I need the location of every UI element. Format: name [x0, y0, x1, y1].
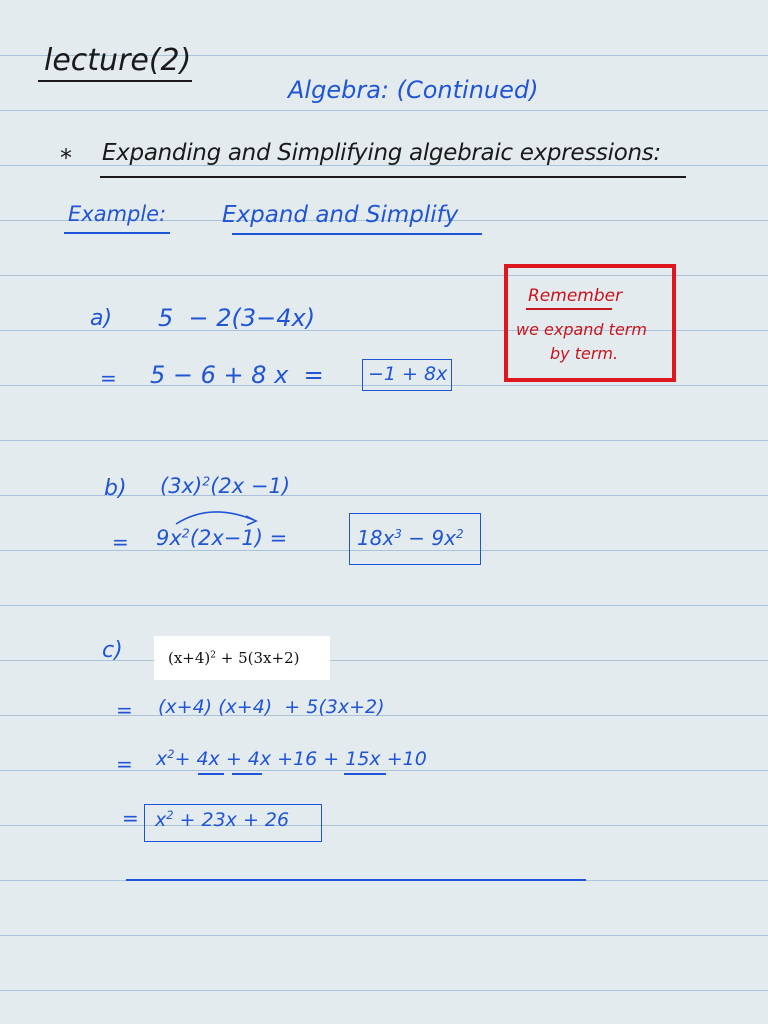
problem-b-answer-box	[349, 513, 481, 565]
problem-c-answer: $x^2 + 23x + 26$	[155, 808, 290, 831]
problem-a-step-prefix: =	[100, 366, 117, 390]
problem-c-step3-prefix: =	[122, 806, 139, 830]
problem-a-answer: −1 + 8x	[368, 363, 448, 385]
problem-c-printed-expression: $(x+4)^2 + 5(3x+2)$	[154, 636, 330, 680]
example-instruction-underline	[232, 233, 482, 235]
term-4x-underline-2	[232, 773, 262, 775]
problem-a-expression: 5 − 2(3−4x)	[158, 304, 316, 332]
section-end-line	[126, 879, 586, 881]
problem-c-step1: (x+4) (x+4) + 5(3x+2)	[158, 696, 385, 718]
problem-c-step2-prefix: =	[116, 752, 133, 776]
remember-note-line2: by term.	[550, 344, 619, 363]
problem-a-answer-box	[362, 359, 452, 391]
example-label-underline	[64, 232, 170, 234]
problem-a-step: 5 − 6 + 8 x =	[150, 361, 324, 389]
problem-b-step-prefix: =	[112, 530, 129, 554]
problem-c-step2: $x^2+ 4x + 4x +16 + 15x +10$	[156, 747, 427, 770]
problem-a-label: a)	[90, 306, 113, 331]
remember-note-title-underline	[526, 308, 612, 310]
example-label: Example:	[68, 202, 167, 226]
problem-b-step: $9x^2(2x-1)$ =	[156, 525, 288, 550]
lecture-title: lecture(2)	[44, 43, 192, 78]
heading-bullet: *	[60, 144, 72, 172]
section-heading-underline	[100, 176, 686, 178]
problem-b-expression: $(3x)^2(2x -1)$	[160, 473, 291, 498]
term-4x-underline-1	[198, 773, 224, 775]
problem-c-answer-box	[144, 804, 322, 842]
lecture-title-underline	[38, 80, 192, 82]
remember-note-title: Remember	[528, 286, 623, 306]
example-instruction: Expand and Simplify	[222, 202, 459, 228]
section-heading: Expanding and Simplifying algebraic expressions:	[102, 140, 661, 166]
problem-b-label: b)	[104, 476, 127, 501]
problem-b-answer: $18x^3 - 9x^2$	[357, 526, 464, 550]
term-15x-underline	[344, 773, 386, 775]
problem-c-label: c)	[102, 638, 123, 663]
remember-note-box	[504, 264, 676, 382]
problem-c-step1-prefix: =	[116, 698, 133, 722]
remember-note-line1: we expand term	[516, 320, 647, 339]
topic-title: Algebra: (Continued)	[288, 76, 539, 104]
